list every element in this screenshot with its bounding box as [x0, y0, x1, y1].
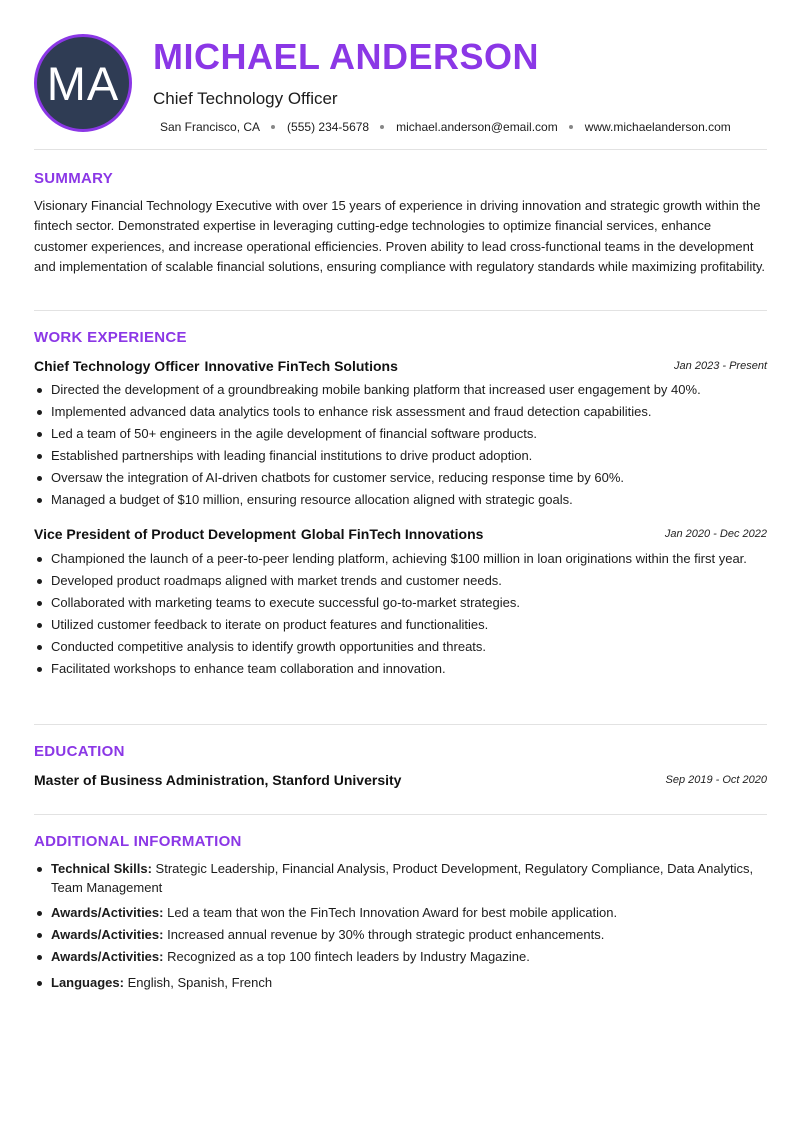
list-item: Led a team of 50+ engineers in the agile development of financial software products. — [34, 425, 767, 444]
job-dates: Jan 2020 - Dec 2022 — [664, 528, 767, 540]
list-item: Utilized customer feedback to iterate on product features and functionalities. — [34, 616, 767, 635]
job-bullet-list — [34, 381, 767, 510]
job-bullet-list — [34, 550, 767, 679]
job-company: Innovative FinTech Solutions — [204, 358, 398, 374]
item-label: Awards/Activities: — [51, 905, 164, 920]
list-item — [34, 926, 767, 945]
work-experience-heading: WORK EXPERIENCE — [34, 329, 187, 346]
contact-line — [160, 120, 731, 134]
education-degree: Master of Business Administration, Stanford University — [34, 772, 402, 788]
list-item: Managed a budget of $10 million, ensuring resource allocation aligned with strategic goals. — [34, 491, 767, 510]
list-item: Conducted competitive analysis to identify growth opportunities and threats. — [34, 638, 767, 657]
item-text: Led a team that won the FinTech Innovation Award for best mobile application. — [167, 905, 618, 920]
education-dates: Sep 2019 - Oct 2020 — [665, 774, 767, 786]
job-title-line — [34, 526, 483, 542]
list-item: Developed product roadmaps aligned with market trends and customer needs. — [34, 572, 767, 591]
contact-website[interactable]: www.michaelanderson.com — [584, 120, 731, 134]
item-text: Increased annual revenue by 30% through strategic product enhancements. — [167, 927, 605, 942]
job-header — [34, 358, 767, 376]
job-dates: Jan 2023 - Present — [674, 360, 767, 372]
list-item — [34, 860, 767, 897]
list-item — [34, 974, 767, 993]
divider — [34, 724, 767, 725]
divider — [34, 310, 767, 311]
job-role: Chief Technology Officer — [34, 358, 200, 374]
list-item: Oversaw the integration of AI-driven chatbots for customer service, reducing response time by 60%. — [34, 469, 767, 488]
contact-email[interactable]: michael.anderson@email.com — [396, 120, 558, 134]
resume-header — [34, 34, 767, 138]
candidate-name: MICHAEL ANDERSON — [153, 36, 540, 77]
divider — [34, 149, 767, 150]
job-company: Global FinTech Innovations — [300, 526, 484, 542]
resume-page — [34, 34, 767, 990]
job-header — [34, 526, 767, 544]
contact-phone[interactable]: (555) 234-5678 — [287, 120, 370, 134]
list-item: Facilitated workshops to enhance team collaboration and innovation. — [34, 660, 767, 679]
separator-dot-icon — [569, 125, 573, 129]
list-item: Championed the launch of a peer-to-peer lending platform, achieving $100 million in loan originations within the first year. — [34, 550, 767, 569]
item-label: Technical Skills: — [51, 861, 152, 876]
list-item: Collaborated with marketing teams to execute successful go-to-market strategies. — [34, 594, 767, 613]
additional-information-heading: ADDITIONAL INFORMATION — [34, 833, 242, 850]
education-entry — [34, 772, 767, 790]
job-role: Vice President of Product Development — [34, 526, 296, 542]
candidate-title: Chief Technology Officer — [153, 89, 338, 108]
list-item: Established partnerships with leading financial institutions to drive product adoption. — [34, 447, 767, 466]
list-item: Directed the development of a groundbreaking mobile banking platform that increased user engagement by 40%. — [34, 381, 767, 400]
avatar-initials: MA — [46, 56, 120, 110]
item-text: Recognized as a top 100 fintech leaders by Industry Magazine. — [167, 949, 530, 964]
item-text: English, Spanish, French — [127, 974, 273, 990]
education-heading: EDUCATION — [34, 743, 125, 760]
item-label: Awards/Activities: — [51, 949, 164, 964]
summary-heading: SUMMARY — [34, 170, 114, 187]
item-label: Languages: — [51, 974, 124, 990]
separator-dot-icon — [271, 125, 275, 129]
list-item: Implemented advanced data analytics tools to enhance risk assessment and fraud detection capabilities. — [34, 403, 767, 422]
job-title-line — [34, 358, 398, 374]
separator-dot-icon — [380, 125, 384, 129]
additional-info-list — [34, 860, 767, 992]
list-item — [34, 948, 767, 967]
divider — [34, 814, 767, 815]
item-label: Awards/Activities: — [51, 927, 164, 942]
contact-location: San Francisco, CA — [160, 120, 261, 134]
summary-text: Visionary Financial Technology Executive with over 15 years of experience in driving innovation and strategic growth within the fintech sector. Demonstrated expertise in leveraging cutting-edge technologies to optimize financial services, enhance customer experiences, and increase operational efficiencies. Proven ability to lead cross-functional teams in the development and implementation of scalable financial solutions, ensuring compliance with regulatory standards while maximizing profitability. — [34, 198, 766, 274]
item-text: Strategic Leadership, Financial Analysis, Product Development, Regulatory Compliance, Data Analytics, Team Management — [51, 861, 754, 895]
list-item — [34, 904, 767, 923]
avatar — [34, 34, 132, 132]
